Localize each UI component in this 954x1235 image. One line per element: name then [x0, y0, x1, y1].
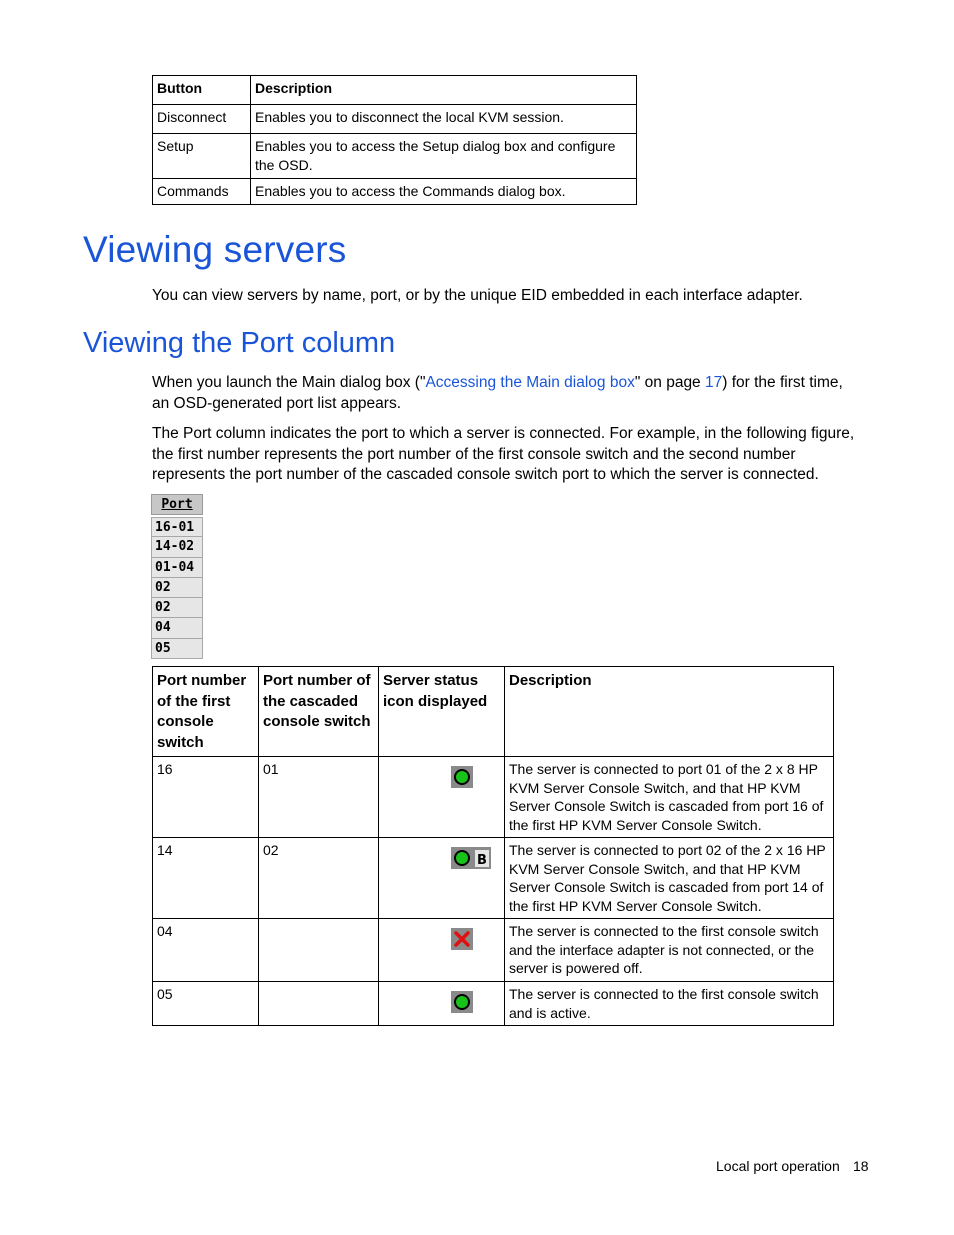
table-cell: 01: [259, 757, 379, 838]
table-cell: The server is connected to the first console switch and is active.: [505, 982, 834, 1026]
table-header-row: [153, 667, 834, 757]
port-status-table: [152, 666, 834, 1026]
column-header: Port number of the cascaded console switch: [259, 667, 379, 757]
port-entry: 02: [151, 578, 203, 598]
port-entry: 01-04: [151, 558, 203, 578]
green-circle-icon: [451, 991, 473, 1018]
launch-paragraph: [152, 373, 862, 414]
table-row: [153, 179, 637, 205]
port-column-paragraph: The Port column indicates the port to which a server is connected. For example, in the following figure, the first number represents the port number of the first console switch and the second number represents the port number of the cascaded console switch port to which the server is connected.: [152, 425, 855, 483]
table-cell: Enables you to access the Setup dialog box and configure the OSD.: [251, 134, 637, 179]
table-cell: The server is connected to the first console switch and the interface adapter is not connected, or the server is powered off.: [505, 919, 834, 982]
status-icon-cell: [379, 757, 505, 838]
table-row: [153, 982, 834, 1026]
page-title: Viewing servers: [83, 229, 347, 270]
table-cell: 05: [153, 982, 259, 1026]
table-header-row: [153, 76, 637, 105]
column-header: Button: [153, 76, 251, 105]
section-heading: Viewing the Port column: [83, 327, 396, 359]
port-entry: 02: [151, 598, 203, 618]
column-header: Description: [505, 667, 834, 757]
status-icon-cell: [379, 982, 505, 1026]
green-circle-icon: [451, 766, 473, 793]
button-table: [152, 75, 637, 205]
status-icon-cell: [379, 838, 505, 919]
intro-paragraph: You can view servers by name, port, or by the unique EID embedded in each interface adapter.: [152, 287, 803, 304]
column-header: Port number of the first console switch: [153, 667, 259, 757]
column-header: Description: [251, 76, 637, 105]
table-row: [153, 838, 834, 919]
port-entry: 14-02: [151, 537, 203, 557]
table-cell: 04: [153, 919, 259, 982]
page-number: 18: [853, 1158, 869, 1174]
table-cell: Disconnect: [153, 105, 251, 134]
table-cell: 16: [153, 757, 259, 838]
footer-section-title: Local port operation: [716, 1158, 840, 1174]
green-circle-b-icon: [451, 847, 491, 874]
table-cell: The server is connected to port 01 of the 2 x 8 HP KVM Server Console Switch, and that HP KVM Server Console Switch is cascaded from port 16 of the first HP KVM Server Console Switch.: [505, 757, 834, 838]
table-cell: [259, 919, 379, 982]
table-row: [153, 134, 637, 179]
table-row: [153, 105, 637, 134]
table-cell: Enables you to access the Commands dialog box.: [251, 179, 637, 205]
table-cell: 02: [259, 838, 379, 919]
table-cell: Enables you to disconnect the local KVM session.: [251, 105, 637, 134]
port-column-figure: [151, 494, 203, 659]
table-row: [153, 757, 834, 838]
paragraph-text: " on page: [634, 374, 705, 391]
table-row: [153, 919, 834, 982]
port-entry: 16-01: [151, 517, 203, 537]
svg-text:B: B: [477, 853, 487, 868]
red-x-icon: [451, 928, 473, 955]
table-cell: Commands: [153, 179, 251, 205]
accessing-main-dialog-link[interactable]: Accessing the Main dialog box: [425, 374, 635, 391]
paragraph-text: When you launch the Main dialog box (": [152, 374, 426, 391]
table-cell: 14: [153, 838, 259, 919]
port-entry: 05: [151, 639, 203, 659]
paragraph-text: ) for the first time, an OSD-generated port list appears.: [152, 374, 843, 412]
table-cell: [259, 982, 379, 1026]
column-header: Server status icon displayed: [379, 667, 505, 757]
port-entry: 04: [151, 618, 203, 638]
page-link[interactable]: 17: [705, 374, 723, 391]
port-column-header: Port: [151, 494, 203, 515]
table-cell: The server is connected to port 02 of the 2 x 16 HP KVM Server Console Switch, and that HP KVM Server Console Switch is cascaded from port 14 of the first HP KVM Server Console Switch.: [505, 838, 834, 919]
table-cell: Setup: [153, 134, 251, 179]
status-icon-cell: [379, 919, 505, 982]
